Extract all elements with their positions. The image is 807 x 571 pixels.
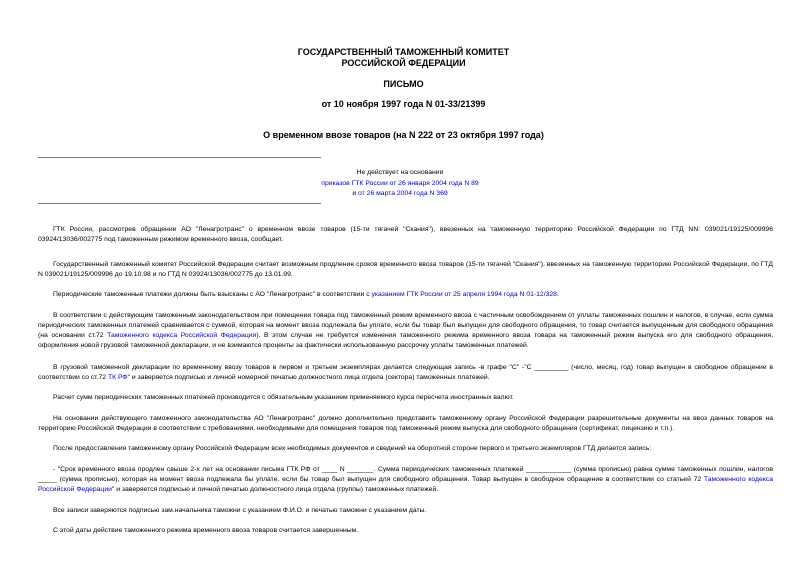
status-link-order-369[interactable]: от 26 марта 2004 года N 369 (358, 190, 448, 198)
issuer-heading (0, 47, 807, 70)
link-customs-code-2[interactable]: Таможенного кодекса Российской Федерации (38, 476, 773, 494)
link-customs-code[interactable]: Таможенного кодекса Российской Федерации (107, 332, 257, 340)
paragraph-5-text-a: В грузовой таможенной декларации по временному ввозу товаров в первом и третьем экземплярах делается следующая запись -в графе "С" -"С _________ (число, месяц, год) товар выпущен в свободное обращение в соответствии со ст.72 (38, 364, 773, 382)
paragraph-9-text-b: " и заверяется подписью и личной печатью должностного лица отдела (группы) таможенных платежей. (111, 486, 439, 494)
status-line-1: Не действует на основании (356, 169, 444, 176)
paragraph-4-text-a: В соответствии с действующим таможенным законодательством при помещении товара под таможенный режим временного ввоза с частичным освобождением от уплаты таможенных пошлин и налогов, в случае, если сумма периодических таможенных платежей сравнивается с суммой, которая на момент ввоза подлежала бы уплате, если бы товар был выпущен для свободного обращения, то товар считается выпущенным для свободного обращения (на основании ст.72 (38, 312, 773, 340)
divider-top (38, 157, 321, 158)
paragraph-5-text-b: " и заверяется подписью и личной номерной печатью должностного лица отдела (сектора) таможенных платежей. (127, 374, 490, 382)
paragraph-7: На основании действующего таможенного законодательства АО "Ленагротранс" должно дополнительно представить таможенному органу Российской Федерации разрешительные документы на ввоз данных товаров на территорию Российской Федерации в соответствии с требованиями, необходимыми для помещения товаров под таможенный режим выпуска для свободного обращения (сертификат, лицензию и т.п.). (38, 415, 773, 433)
paragraph-10: Все записи заверяются подписью зам.начальника таможни с указанием Ф.И.О. и печатью таможни с указанием даты. (53, 507, 427, 514)
status-note (300, 168, 500, 200)
link-tk-rf[interactable]: ТК РФ (107, 374, 128, 382)
paragraph-11: С этой даты действие таможенного режима временного ввоза товаров считается завершенным. (53, 527, 359, 534)
status-link-order-89[interactable]: приказов ГТК России от 26 января 2004 года N 89 (321, 179, 479, 187)
paragraph-4 (38, 311, 773, 351)
document-date-number: от 10 ноября 1997 года N 01-33/21399 (321, 99, 486, 109)
divider-bottom (38, 203, 321, 204)
paragraph-9-text-a: - "Срок временного ввоза продлен свыше 2-х лет на основании письма ГТК РФ от ____ N _______. Сумма периодических таможенных платежей ____________ (сумма прописью) равна сумме таможенных пошлин, налогов _____ (сумма прописью), которая на момент ввоза подлежала бы уплате, если бы товар был выпущен для свободного обращения. Товар выпущен в свободное обращение в соответствии со статьей 72 (38, 466, 773, 484)
paragraph-6: Расчет сумм периодических таможенных платежей производится с обязательным указанием применяемого курса пересчета иностранных валют. (53, 394, 514, 401)
paragraph-5 (38, 363, 773, 383)
link-instruction-01-12-328[interactable]: указанием ГТК России от 25 апреля 1994 года N 01-12/328 (371, 291, 557, 298)
paragraph-9 (38, 465, 773, 495)
document-type: ПИСЬМО (383, 79, 424, 89)
issuer-line-1: ГОСУДАРСТВЕННЫЙ ТАМОЖЕННЫЙ КОМИТЕТ (297, 47, 510, 57)
paragraph-3 (38, 290, 773, 300)
status-line-3-prefix: и (352, 190, 359, 198)
paragraph-1: ГТК России, рассмотрев обращение АО "Ленагротранс" о временном ввозе товаров (15-ти тягачей "Скания"), ввезенных на таможенную территорию Российской Федерации по ГТД NN: 039021/19125/009996 03924/13036/002775 под таможенным режимом временного ввоза, сообщает. (38, 226, 773, 244)
paragraph-3-end: . (556, 291, 559, 298)
paragraph-2: Государственный таможенный комитет Российской Федерации считает возможным продление сроков временного ввоза товаров (15-ти тягачей "Скания"), ввезенных на таможенную территорию Российской Федерации, по ГТД N 039021/19125/009996 до 19.10.98 и по ГТД N 03924/13036/002775 до 13.01.99. (38, 261, 773, 279)
document-subject: О временном ввозе товаров (на N 222 от 23 октября 1997 года) (263, 130, 544, 140)
paragraph-4-text-b: ). В этом случае не требуется изменения таможенного режима временного ввоза товара на таможенный режим выпуска его для свободного обращения, оформления новой грузовой таможенной декларации, и не взимаются проценты за фактически использованную рассрочку уплаты таможенных платежей. (38, 332, 773, 350)
paragraph-8: После предоставления таможенному органу Российской Федерации всех необходимых документов и сведений на оборотной стороне первого и третьего экземпляров ГТД делается запись: (53, 445, 652, 452)
issuer-line-2: РОССИЙСКОЙ ФЕДЕРАЦИИ (341, 58, 466, 69)
paragraph-3-text: Периодические таможенные платежи должны быть взысканы с АО "Ленагротранс" в соответствии с (53, 291, 372, 298)
